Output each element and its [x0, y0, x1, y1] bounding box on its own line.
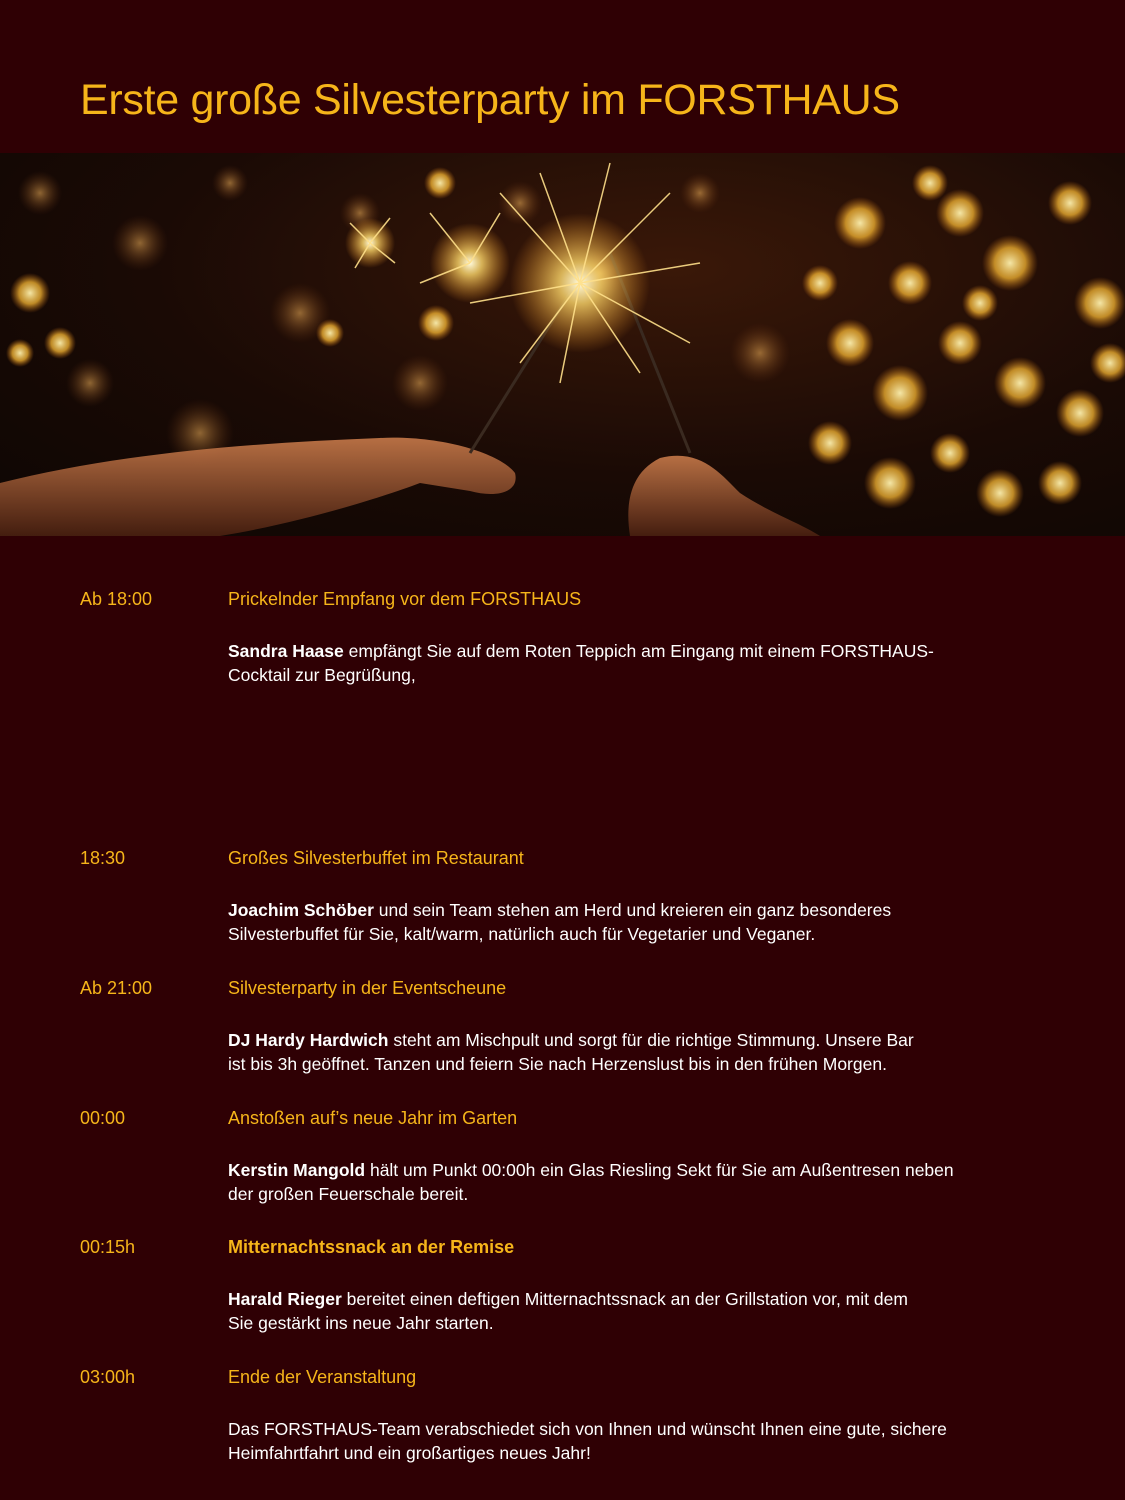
event-title: Silvesterparty in der Eventscheune	[228, 978, 507, 998]
event-time: Ab 18:00	[80, 589, 153, 609]
schedule-entry-end	[80, 1365, 1040, 1495]
event-description	[228, 1417, 1008, 1465]
left-hand-shape	[0, 438, 516, 536]
event-title: Großes Silvesterbuffet im Restaurant	[228, 848, 524, 868]
event-description	[228, 1158, 1008, 1206]
sparkler-illustration	[0, 153, 1125, 536]
event-host: DJ Hardy Hardwich	[228, 1030, 389, 1050]
event-host: Joachim Schöber	[228, 900, 374, 920]
event-text-line1: hält um Punkt 00:00h ein Glas Riesling Sekt für Sie am Außentresen neben	[365, 1160, 954, 1180]
event-text-line2: Sie gestärkt ins neue Jahr starten.	[228, 1313, 494, 1333]
event-text-line2: Silvesterbuffet für Sie, kalt/warm, natürlich auch für Vegetarier und Veganer.	[228, 924, 816, 944]
event-schedule	[80, 587, 1040, 1495]
schedule-entry-party	[80, 976, 1040, 1106]
event-text-line2: Cocktail zur Begrüßung,	[228, 665, 416, 685]
event-host: Kerstin Mangold	[228, 1160, 366, 1180]
schedule-entry-reception	[80, 587, 1040, 846]
event-host: Harald Rieger	[228, 1289, 342, 1309]
event-time: Ab 21:00	[80, 978, 153, 998]
schedule-entry-toast	[80, 1106, 1040, 1235]
event-title: Anstoßen auf’s neue Jahr im Garten	[228, 1108, 518, 1128]
page-title: Erste große Silvesterparty im FORSTHAUS	[80, 76, 900, 124]
event-text-line1: empfängt Sie auf dem Roten Teppich am Eingang mit einem FORSTHAUS-	[343, 641, 934, 661]
event-title: Prickelnder Empfang vor dem FORSTHAUS	[228, 589, 582, 609]
event-text-line1: steht am Mischpult und sorgt für die richtige Stimmung. Unsere Bar	[388, 1030, 914, 1050]
event-host: Das FORSTHAUS-Team	[228, 1419, 421, 1439]
event-time: 00:15h	[80, 1237, 136, 1257]
event-time: 00:00	[80, 1108, 126, 1128]
event-description	[228, 639, 1008, 687]
event-host: Sandra Haase	[228, 641, 344, 661]
schedule-entry-midnight-snack	[80, 1235, 1040, 1365]
event-description	[228, 1028, 1008, 1076]
hero-sparklers-image	[0, 153, 1125, 536]
event-description	[228, 898, 1008, 946]
event-text-line1: und sein Team stehen am Herd und kreieren ein ganz besonderes	[373, 900, 892, 920]
event-text-line1: bereitet einen deftigen Mitternachtssnack an der Grillstation vor, mit dem	[341, 1289, 908, 1309]
schedule-entry-buffet	[80, 846, 1040, 976]
event-text-line2: Heimfahrtfahrt und ein großartiges neues Jahr!	[228, 1443, 591, 1463]
event-time: 03:00h	[80, 1367, 136, 1387]
event-title: Mitternachtssnack an der Remise	[228, 1237, 515, 1257]
event-text-line1: verabschiedet sich von Ihnen und wünscht Ihnen eine gute, sichere	[420, 1419, 947, 1439]
event-text-line2: der großen Feuerschale bereit.	[228, 1184, 469, 1204]
event-text-line2: ist bis 3h geöffnet. Tanzen und feiern Sie nach Herzenslust bis in den frühen Morgen.	[228, 1054, 887, 1074]
bokeh-lights-background	[18, 165, 790, 467]
event-description	[228, 1287, 1008, 1335]
bokeh-lights-right	[802, 165, 1125, 517]
event-time: 18:30	[80, 848, 126, 868]
right-hand-shape	[628, 456, 820, 536]
event-title: Ende der Veranstaltung	[228, 1367, 417, 1387]
